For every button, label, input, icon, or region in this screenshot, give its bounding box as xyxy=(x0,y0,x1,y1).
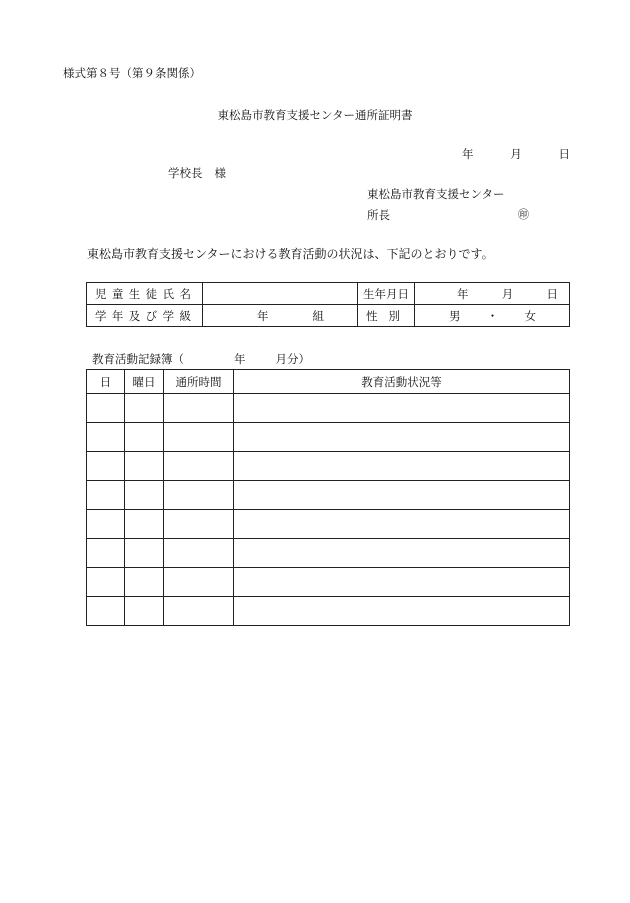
log-activity-cell[interactable] xyxy=(234,423,570,452)
issue-date-line xyxy=(462,146,570,162)
student-name-label-char: 童 xyxy=(111,286,124,301)
grade-label-char: び xyxy=(145,308,158,323)
sex-label-char: 性 xyxy=(366,308,378,323)
log-time-cell[interactable] xyxy=(164,452,234,481)
grade-field[interactable] xyxy=(203,305,358,327)
log-header-weekday: 曜日 xyxy=(125,370,164,394)
log-header-day: 日 xyxy=(87,370,125,394)
log-header-row xyxy=(87,370,570,394)
sex-separator: ・ xyxy=(486,308,499,323)
log-time-cell[interactable] xyxy=(164,481,234,510)
log-header-attendance-time: 通所時間 xyxy=(164,370,234,394)
sex-label xyxy=(358,308,414,324)
table-row xyxy=(87,452,570,481)
log-weekday-cell[interactable] xyxy=(125,597,164,626)
sex-label-char: 別 xyxy=(388,308,400,323)
date-month-label: 月 xyxy=(510,147,522,161)
student-name-label-char: 児 xyxy=(95,286,107,301)
log-day-cell[interactable] xyxy=(87,423,125,452)
log-activity-cell[interactable] xyxy=(234,539,570,568)
log-day-cell[interactable] xyxy=(87,452,125,481)
log-weekday-cell[interactable] xyxy=(125,568,164,597)
log-header-activity-status: 教育活動状況等 xyxy=(234,370,570,394)
statement-text: 東松島市教育支援センターにおける教育活動の状況は、下記のとおりです。 xyxy=(87,247,494,261)
log-day-cell[interactable] xyxy=(87,481,125,510)
dob-field[interactable] xyxy=(415,283,570,305)
log-day-cell[interactable] xyxy=(87,597,125,626)
log-time-cell[interactable] xyxy=(164,568,234,597)
dob-year-unit: 年 xyxy=(457,286,469,301)
date-day-label: 日 xyxy=(558,147,570,161)
student-info-row-2 xyxy=(87,305,570,327)
log-day-cell[interactable] xyxy=(87,394,125,423)
log-weekday-cell[interactable] xyxy=(125,539,164,568)
sex-label-cell xyxy=(358,305,415,327)
table-row xyxy=(87,510,570,539)
dob-label: 生年月日 xyxy=(358,283,415,305)
table-row xyxy=(87,568,570,597)
grade-label-cell xyxy=(87,305,203,327)
activity-log-table xyxy=(86,369,570,626)
log-time-cell[interactable] xyxy=(164,539,234,568)
issuer-title: 所長 xyxy=(367,208,390,222)
table-row xyxy=(87,597,570,626)
log-weekday-cell[interactable] xyxy=(125,452,164,481)
table-row xyxy=(87,394,570,423)
student-name-label-char: 生 xyxy=(128,286,141,301)
student-name-label-char: 名 xyxy=(179,286,191,301)
grade-label-char: 学 xyxy=(95,308,107,323)
form-number: 様式第８号（第９条関係） xyxy=(63,66,201,80)
log-time-cell[interactable] xyxy=(164,394,234,423)
date-year-label: 年 xyxy=(462,147,474,161)
table-row xyxy=(87,539,570,568)
student-name-label-char: 徒 xyxy=(145,286,158,301)
table-row xyxy=(87,481,570,510)
log-weekday-cell[interactable] xyxy=(125,510,164,539)
log-caption-text: 教育活動記録簿（ xyxy=(92,352,184,366)
grade-label-char: 及 xyxy=(128,308,141,323)
student-info-row-1 xyxy=(87,283,570,305)
dob-month-unit: 月 xyxy=(501,286,514,301)
sex-option-female[interactable]: 女 xyxy=(524,308,536,323)
grade-label xyxy=(87,308,202,324)
addressee xyxy=(168,165,226,181)
log-activity-cell[interactable] xyxy=(234,568,570,597)
log-weekday-cell[interactable] xyxy=(125,394,164,423)
grade-class-unit: 組 xyxy=(312,308,324,323)
sex-field[interactable] xyxy=(415,305,570,327)
log-time-cell[interactable] xyxy=(164,423,234,452)
log-day-cell[interactable] xyxy=(87,539,125,568)
activity-log-caption xyxy=(92,351,310,367)
student-name-label-char: 氏 xyxy=(162,286,175,301)
log-time-cell[interactable] xyxy=(164,597,234,626)
log-activity-cell[interactable] xyxy=(234,481,570,510)
log-day-cell[interactable] xyxy=(87,568,125,597)
grade-year-unit: 年 xyxy=(257,308,269,323)
student-name-label xyxy=(87,286,202,302)
table-row xyxy=(87,423,570,452)
log-weekday-cell[interactable] xyxy=(125,481,164,510)
document-title: 東松島市教育支援センター通所証明書 xyxy=(217,108,413,122)
sex-option-male[interactable]: 男 xyxy=(449,308,461,323)
dob-day-unit: 日 xyxy=(546,286,558,301)
addressee-label: 学校長 xyxy=(168,166,203,180)
grade-label-char: 年 xyxy=(111,308,124,323)
log-time-cell[interactable] xyxy=(164,510,234,539)
log-activity-cell[interactable] xyxy=(234,597,570,626)
log-activity-cell[interactable] xyxy=(234,510,570,539)
log-caption-month: 月分） xyxy=(275,352,310,366)
log-weekday-cell[interactable] xyxy=(125,423,164,452)
student-name-label-cell xyxy=(87,283,203,305)
log-activity-cell[interactable] xyxy=(234,452,570,481)
grade-label-char: 学 xyxy=(162,308,175,323)
seal-mark: ㊞ xyxy=(518,208,529,221)
log-day-cell[interactable] xyxy=(87,510,125,539)
log-activity-cell[interactable] xyxy=(234,394,570,423)
student-name-field[interactable] xyxy=(203,283,358,305)
grade-label-char: 級 xyxy=(179,308,191,323)
addressee-honorific: 様 xyxy=(214,166,226,180)
issuer-organization: 東松島市教育支援センター xyxy=(367,187,505,201)
student-info-table xyxy=(86,282,570,327)
log-caption-year: 年 xyxy=(234,352,246,366)
